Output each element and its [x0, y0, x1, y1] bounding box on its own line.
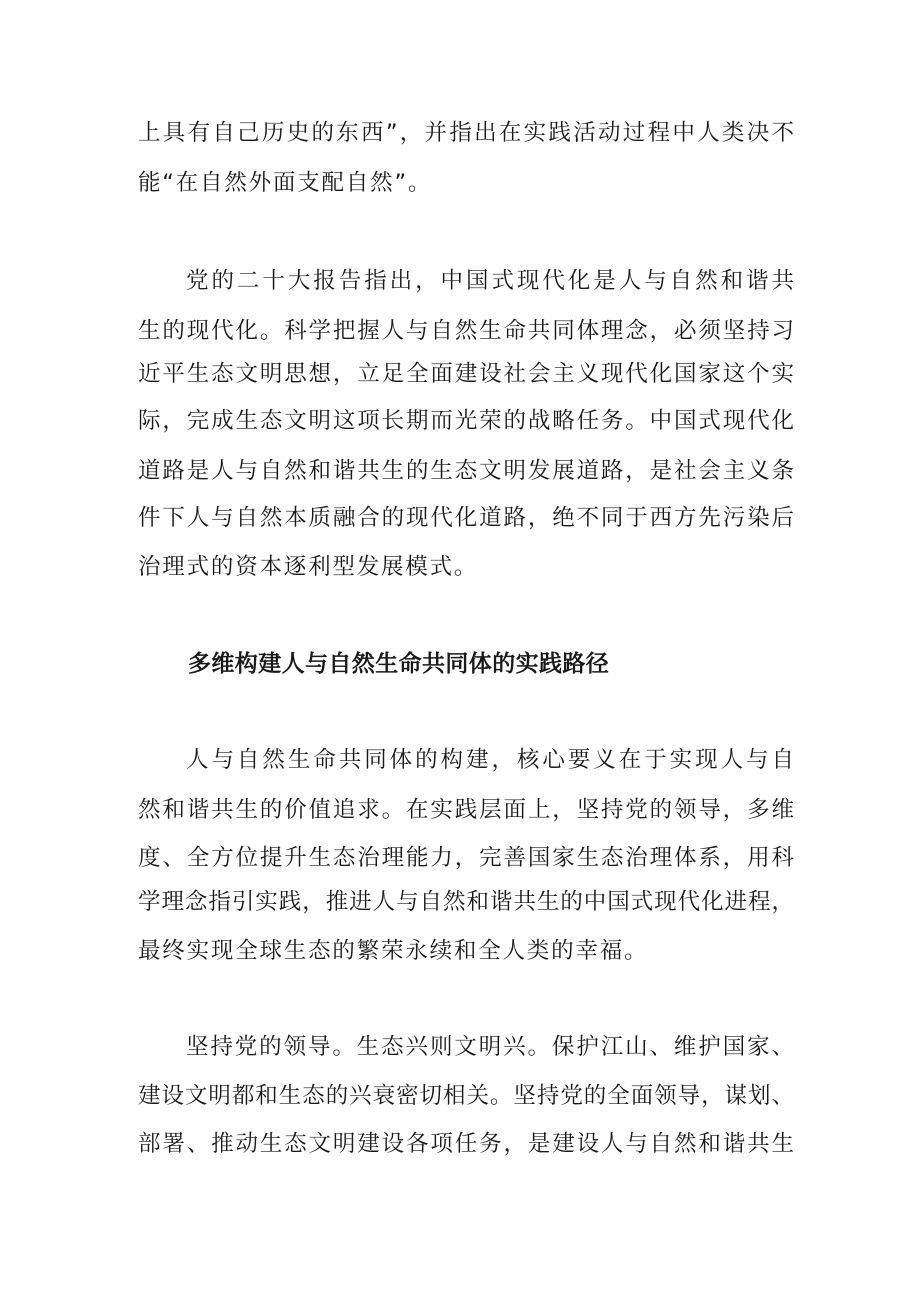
paragraph-line: 部署、推动生态文明建设各项任务，是建设人与自然和谐共生 — [138, 1131, 794, 1157]
paragraph-line: 最终实现全球生态的繁荣永续和全人类的幸福。 — [138, 938, 649, 964]
section-heading: 多维构建人与自然生命共同体的实践路径 — [188, 651, 610, 677]
paragraph-line: 学理念指引实践，推进人与自然和谐共生的中国式现代化进程， — [138, 889, 794, 915]
paragraph-line: 际，完成生态文明这项长期而光荣的战略任务。中国式现代化 — [138, 408, 794, 434]
paragraph-line: 道路是人与自然和谐共生的生态文明发展道路，是社会主义条 — [138, 458, 794, 484]
paragraph-line: 治理式的资本逐利型发展模式。 — [138, 554, 479, 580]
paragraph-line: 然和谐共生的价值追求。在实践层面上，坚持党的领导，多维 — [138, 797, 794, 823]
paragraph-line: 上具有自己历史的东西”，并指出在实践活动过程中人类决不 — [138, 120, 794, 146]
paragraph-line: 度、全方位提升生态治理能力，完善国家生态治理体系，用科 — [138, 845, 794, 871]
paragraph-line: 坚持党的领导。生态兴则文明兴。保护江山、维护国家、 — [186, 1034, 794, 1060]
paragraph-line: 党的二十大报告指出，中国式现代化是人与自然和谐共 — [186, 268, 794, 294]
paragraph-line: 能“在自然外面支配自然”。 — [138, 170, 433, 196]
paragraph-line: 近平生态文明思想，立足全面建设社会主义现代化国家这个实 — [138, 361, 794, 387]
paragraph-line: 人与自然生命共同体的构建，核心要义在于实现人与自 — [186, 747, 794, 773]
paragraph-line: 生的现代化。科学把握人与自然生命共同体理念，必须坚持习 — [138, 318, 794, 344]
paragraph-line: 建设文明都和生态的兴衰密切相关。坚持党的全面领导，谋划、 — [138, 1083, 794, 1109]
paragraph-line: 件下人与自然本质融合的现代化道路，绝不同于西方先污染后 — [138, 505, 794, 531]
